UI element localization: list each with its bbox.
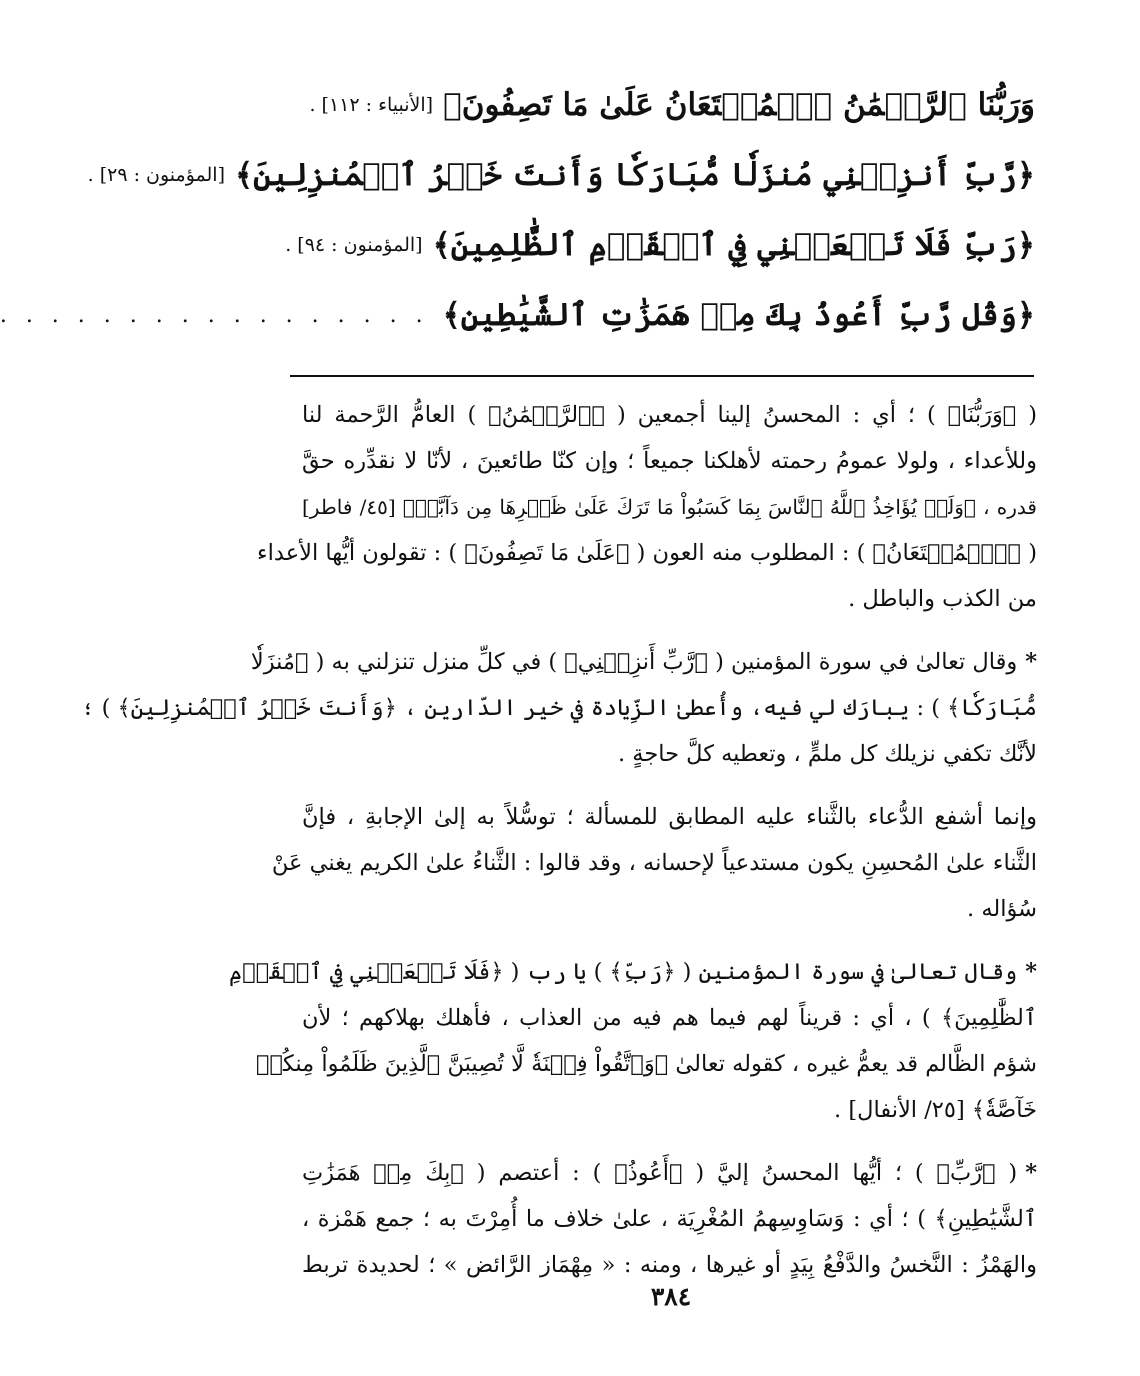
text-line: سُؤاله . (967, 896, 1037, 922)
commentary-paragraph (271, 794, 1037, 932)
text-line: الثَّناء علىٰ المُحسِنِ يكون مستدعياً لإحسانه ، وقد قالوا : الثَّناءُ علىٰ الكريم يغني عَنْ (271, 850, 1037, 876)
verse-reference: [المؤمنون : ٩٤] . (285, 234, 423, 256)
verse-reference: [الأنبياء : ١١٢] . (309, 94, 434, 116)
text-content: وقال تعالىٰ في سورة المؤمنين ( ﴿رَبِّ﴾ ) يا رب ( ﴿فَلَا تَجۡعَلۡنِي فِي ٱلۡقَوۡمِ (229, 959, 1018, 985)
verse-list (0, 70, 1035, 350)
commentary-body (81, 392, 1037, 1305)
text-line: وإنما أشفع الدُّعاء بالثَّناء عليه المطابق للمسألة ؛ توسُّلاً به إلىٰ الإجابةِ ، فإنَّ (302, 804, 1037, 830)
commentary-paragraph (81, 639, 1037, 777)
text-line: ٱلظَّٰلِمِينَ﴾ ) ، أي : قريناً لهم فيما هم فيه من العذاب ، فأهلك بهلاكهم ؛ لأن (302, 1005, 1037, 1031)
text-line: مُّبَارَكٗا﴾ ) : يبارَك لي فيه، وأُعطىٰ الزِّيادة في خير الدّارين ، ﴿وَأَنتَ خَيۡرُ ٱلۡمُنزِلِينَ﴾ ) ؛ (81, 695, 1037, 721)
commentary-paragraph (229, 949, 1037, 1133)
commentary-paragraph (302, 1150, 1037, 1288)
verse-text: ﴿رَّبِّ أَنزِلۡنِي مُنزَلٗا مُّبَارَكٗا وَأَنتَ خَيۡرُ ٱلۡمُنزِلِينَ﴾ (235, 157, 1035, 193)
text-line: ٱلشَّيَٰطِينِ﴾ ) ؛ أي : وَسَاوِسِهمُ المُغْرِيَة ، علىٰ خلاف ما أُمِرْتَ به ؛ جمع هَمْزة ، (302, 1206, 1037, 1232)
text-line (302, 1150, 1037, 1196)
verse-line (295, 70, 1035, 140)
text-line: ( ﴿ٱلۡمُسۡتَعَانُ﴾ ) : المطلوب منه العون ( ﴿عَلَىٰ مَا تَصِفُونَ﴾ ) : تقولون أيُّها الأعداء (257, 540, 1037, 566)
asterisk-marker: * (1025, 959, 1037, 985)
verse-line (87, 140, 1035, 210)
footnote-divider (290, 375, 1034, 377)
text-content: ( ﴿رَّبِّ﴾ ) ؛ أيُّها المحسنُ إليَّ ( ﴿أَعُوذُ﴾ ) : أعتصم ( ﴿بِكَ مِنۡ هَمَزَٰتِ (302, 1160, 1018, 1186)
text-line: لأنَّك تكفي نزيلك كل ملمٍّ ، وتعطيه كلَّ حاجةٍ . (617, 741, 1037, 767)
text-line: من الكذب والباطل . (848, 586, 1037, 612)
text-line: والهَمْزُ : النَّخسُ والدَّفْعُ بِيَدٍ أو غيرها ، ومنه : « مِهْمَاز الرَّائض » ؛ لحديدة تربط (302, 1252, 1037, 1278)
text-line (250, 639, 1037, 685)
asterisk-marker: * (1025, 1160, 1037, 1186)
verse-line (0, 280, 1035, 350)
page-number: ٣٨٤ (650, 1282, 692, 1311)
text-line: خَآصَّةٗ﴾ [٢٥/ الأنفال] . (834, 1097, 1037, 1123)
verse-reference: [المؤمنون : ٢٩] . (87, 164, 225, 186)
asterisk-marker: * (1025, 649, 1037, 675)
text-line: شؤم الظَّالم قد يعمُّ غيره ، كقوله تعالىٰ ﴿وَٱتَّقُواْ فِتۡنَةٗ لَّا تُصِيبَنَّ ٱلَّذِينَ ظَلَمُواْ مِنكُمۡ (255, 1051, 1037, 1077)
text-line: ( ﴿وَرَبُّنَا﴾ ) ؛ أي : المحسنُ إلينا أجمعين ( ﴿ٱلرَّحۡمَٰنُ﴾ ) العامُّ الرَّحمة لنا (302, 402, 1037, 428)
verse-text: ﴿رَبِّ فَلَا تَجۡعَلۡنِي فِي ٱلۡقَوۡمِ ٱلظَّٰلِمِينَ﴾ (432, 227, 1035, 263)
dotted-leader: . . . . . . . . . . . . . . . . . (0, 302, 429, 328)
text-line (229, 949, 1037, 995)
text-content: وقال تعالىٰ في سورة المؤمنين ( ﴿رَّبِّ أَنزِلۡنِي﴾ ) في كلِّ منزل تنزلني به ( ﴿مُنزَلٗا (250, 649, 1018, 675)
verse-text: ﴿وَقُل رَّبِّ أَعُوذُ بِكَ مِنۡ هَمَزَٰتِ ٱلشَّيَٰطِينِ﴾ (442, 297, 1035, 333)
verse-text: وَرَبُّنَا ٱلرَّحۡمَٰنُ ٱلۡمُسۡتَعَانُ عَلَىٰ مَا تَصِفُونَ﴾ (443, 87, 1035, 123)
text-line: وللأعداء ، ولولا عمومُ رحمته لأهلكنا جميعاً ؛ وإن كنّا طائعينَ ، لأنّا لا نقدِّره حقَّ (302, 448, 1037, 474)
verse-line (285, 210, 1035, 280)
text-line: قدره ، ﴿وَلَوۡ يُؤَاخِذُ ٱللَّهُ ٱلنَّاسَ بِمَا كَسَبُواْ مَا تَرَكَ عَلَىٰ ظَهۡرِهَا مِن دَآبَّةٖ﴾ [٤٥/ فاطر] (302, 495, 1037, 519)
commentary-paragraph (257, 392, 1037, 622)
